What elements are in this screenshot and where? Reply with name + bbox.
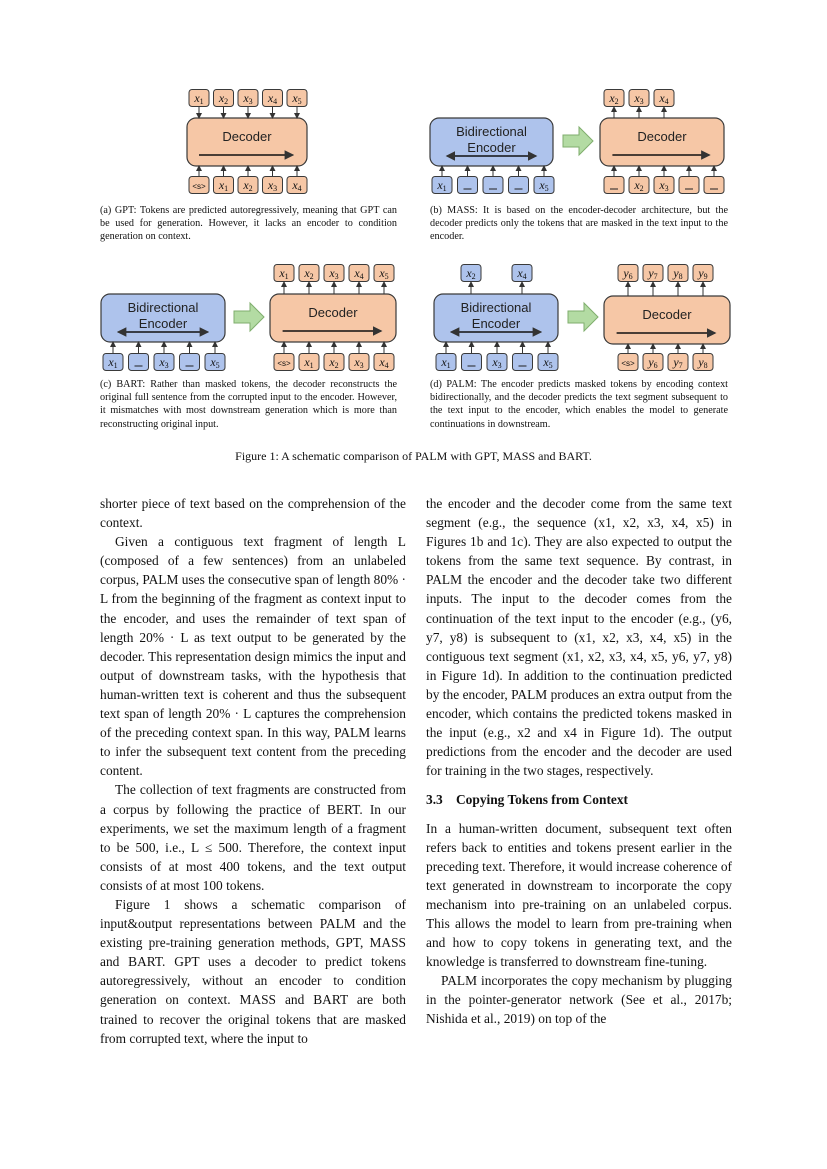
bart-output-token-0-label: x1 — [279, 266, 289, 281]
bart-encoder-token-2-label: x3 — [159, 355, 169, 370]
palm-output-token-3-label: y9 — [698, 266, 708, 281]
bart-encoder-title-2: Encoder — [138, 316, 188, 331]
mass-encoder-token-0-label: x1 — [437, 178, 447, 193]
gpt-input-token-2-label: x2 — [243, 178, 253, 193]
left-paragraph-2: Given a contiguous text fragment of length L (composed of a few sentences) from an unlabeled corpus, PALM uses the consecutive span of length 80% · L from the beginning of the fragment as context input to the encoder, and uses the remainder of text span of length 20% · L as text output to be generated by the decoder. This representation design mimics the input and output of downstream tasks, with the hypothesis that human-written text is coherent and thus the subsequent text span of length 20% · L captures the comprehension of the preceding context span. In this way, PALM learns to infer the subsequent text content from the preceding content. — [100, 534, 406, 779]
bart-output-token-2-label: x3 — [329, 266, 339, 281]
palm-decoder-input-token-0-label: <s> — [621, 359, 635, 368]
palm-transfer-arrow — [568, 303, 598, 331]
palm-decoder-input-token-3-label: y8 — [698, 355, 708, 370]
mass-encoder-title-1: Bidirectional — [456, 124, 527, 139]
mass-output-token-2-label: x4 — [659, 91, 669, 106]
palm-encoder-token-3-box — [513, 354, 533, 371]
palm-encoder-title-1: Bidirectional — [460, 300, 532, 315]
left-paragraph-4: Figure 1 shows a schematic comparison of input&output representations between PALM and the existing pre-training generation methods, GPT, MASS and BART. GPT uses a decoder to predict tokens autoregressively, without an encoder to condition generation on context. MASS and BART are both trained to recover the original tokens that are masked from corrupted text, where the input to — [100, 896, 406, 1046]
section-number: 3.3 — [426, 792, 443, 808]
bart-output-token-4-label: x5 — [379, 266, 389, 281]
bart-encoder-token-4-label: x5 — [210, 355, 220, 370]
gpt-output-token-1-label: x2 — [218, 91, 229, 106]
mass-encoder-token-4-label: x5 — [539, 178, 549, 193]
caption-b: (b) MASS: It is based on the encoder-decoder architecture, but the decoder predicts only the tokens that are masked in the text input to the encoder. — [430, 205, 728, 243]
mass-encoder-token-3-box — [509, 177, 529, 194]
gpt-input-token-4-label: x4 — [292, 178, 302, 193]
left-column — [100, 494, 406, 1048]
left-paragraph-3: The collection of text fragments are constructed from a corpus by following the practice of BERT. In our experiments, we set the maximum length of a fragment to be 500, i.e., L ≤ 500. Therefore, the context input consists of at most 400 tokens, and the text output consists of at most 100 tokens. — [100, 782, 406, 893]
section-heading — [426, 790, 732, 809]
bart-encoder-token-1-box — [129, 354, 149, 371]
mass-decoder-input-token-4-box — [704, 177, 724, 194]
palm-output-token-0-label: y6 — [623, 266, 633, 281]
gpt-output-token-2-label: x3 — [243, 91, 253, 106]
bart-decoder-input-token-4-label: x4 — [379, 355, 389, 370]
palm-encoder-token-2-label: x3 — [492, 355, 502, 370]
gpt-input-token-0-label: <s> — [192, 182, 206, 191]
section-title: Copying Tokens from Context — [456, 792, 628, 808]
gpt-output-token-3-label: x4 — [267, 91, 278, 106]
bart-decoder-title: Decoder — [308, 305, 358, 320]
bart-decoder-input-token-2-label: x2 — [329, 355, 339, 370]
bart-decoder-input-token-3-label: x3 — [354, 355, 364, 370]
caption-d: (d) PALM: The encoder predicts masked tokens by encoding context bidirectionally, and the decoder predicts the text segment subsequent to the text input to the encoder, which enables the model to generate continuations in downstream. — [430, 379, 728, 430]
right-paragraph-3: PALM incorporates the copy mechanism by plugging in the pointer-generator network (See et al., 2017b; Nishida et al., 2019) on top of the — [426, 973, 732, 1027]
bart-encoder-token-3-box — [180, 354, 200, 371]
right-paragraph-1: the encoder and the decoder come from the same text segment (e.g., the sequence (x1, x2, x3, x4, x5) in Figures 1b and 1c). They are also expected to output the tokens from the same text sequence. By contrast, in PALM the encoder and the decoder take two different inputs. The input to the decoder comes from the continuation of the text input to the encoder (e.g., (y6, y7, y8) is subsequent to (x1, x2, x3, x4, x5) in the contiguous text segment (x1, x2, x3, x4, x5, y6, y7, y8) in Figure 1d). In addition to the continuation predicted by the encoder, PALM produces an extra output from the encoder, which contains the predicted tokens masked in the input (e.g., x2 and x4 in Figure 1d). The output predictions from the encoder and the decoder are used for training in the two stages, respectively. — [426, 496, 732, 779]
palm-output-token-1-label: y7 — [648, 266, 658, 281]
bart-encoder-token-0-label: x1 — [108, 355, 118, 370]
mass-decoder-input-token-3-box — [679, 177, 699, 194]
palm-encoder-token-0-label: x1 — [441, 355, 451, 370]
mass-decoder-title: Decoder — [637, 129, 687, 144]
mass-decoder-input-token-0-box — [604, 177, 624, 194]
gpt-output-token-0-label: x1 — [194, 91, 204, 106]
mass-encoder-token-1-box — [458, 177, 478, 194]
mass-encoder-token-2-box — [483, 177, 503, 194]
right-paragraph-2: In a human-written document, subsequent text often refers back to entities and tokens present earlier in the preceding text. Therefore, it would increase coherence of text generated in downstream to incorporate the copy mechanism into pre-training on an unlabeled corpus. This allows the model to learn from pre-training when and how to copy tokens in generating text, and the knowledge is transferred to downstream fine-tuning. — [426, 820, 732, 970]
gpt-input-token-3-label: x3 — [267, 178, 278, 193]
gpt-input-token-1-label: x1 — [218, 178, 229, 193]
gpt-output-token-4-label: x5 — [292, 91, 302, 106]
mass-decoder-input-token-1-label: x2 — [634, 178, 644, 193]
bart-decoder-input-token-1-label: x1 — [304, 355, 314, 370]
palm-decoder-input-token-1-label: y6 — [648, 355, 658, 370]
right-column — [426, 494, 732, 1029]
palm-encoder-output-token-1-label: x4 — [517, 266, 527, 281]
bart-output-token-3-label: x4 — [354, 266, 364, 281]
palm-encoder-token-4-label: x5 — [543, 355, 553, 370]
bart-output-token-1-label: x2 — [304, 266, 314, 281]
mass-encoder-title-2: Encoder — [467, 140, 516, 155]
bart-decoder-input-token-0-label: <s> — [277, 359, 291, 368]
mass-output-token-1-label: x3 — [634, 91, 644, 106]
palm-decoder-input-token-2-label: y7 — [673, 355, 683, 370]
gpt-decoder-title: Decoder — [222, 129, 272, 144]
bart-encoder-title-1: Bidirectional — [127, 300, 199, 315]
figure-caption: Figure 1: A schematic comparison of PALM with GPT, MASS and BART. — [235, 449, 592, 463]
mass-decoder-input-token-2-label: x3 — [659, 178, 669, 193]
left-paragraph-1: shorter piece of text based on the comprehension of the context. — [100, 496, 406, 531]
palm-output-token-2-label: y8 — [673, 266, 683, 281]
palm-encoder-title-2: Encoder — [471, 316, 521, 331]
mass-transfer-arrow — [563, 127, 593, 155]
palm-encoder-token-1-box — [462, 354, 482, 371]
bart-transfer-arrow — [234, 303, 264, 331]
palm-encoder-output-token-0-label: x2 — [466, 266, 476, 281]
palm-decoder-title: Decoder — [642, 307, 692, 322]
caption-a: (a) GPT: Tokens are predicted autoregressively, meaning that GPT can be used for generation. However, it lacks an encoder to condition generation on context. — [100, 205, 397, 243]
caption-c: (c) BART: Rather than masked tokens, the decoder reconstructs the original full sentence from the corrupted input to the encoder. However, it mismatches with most downstream generation which is more than reconstructing original input. — [100, 379, 397, 430]
mass-output-token-0-label: x2 — [609, 91, 619, 106]
